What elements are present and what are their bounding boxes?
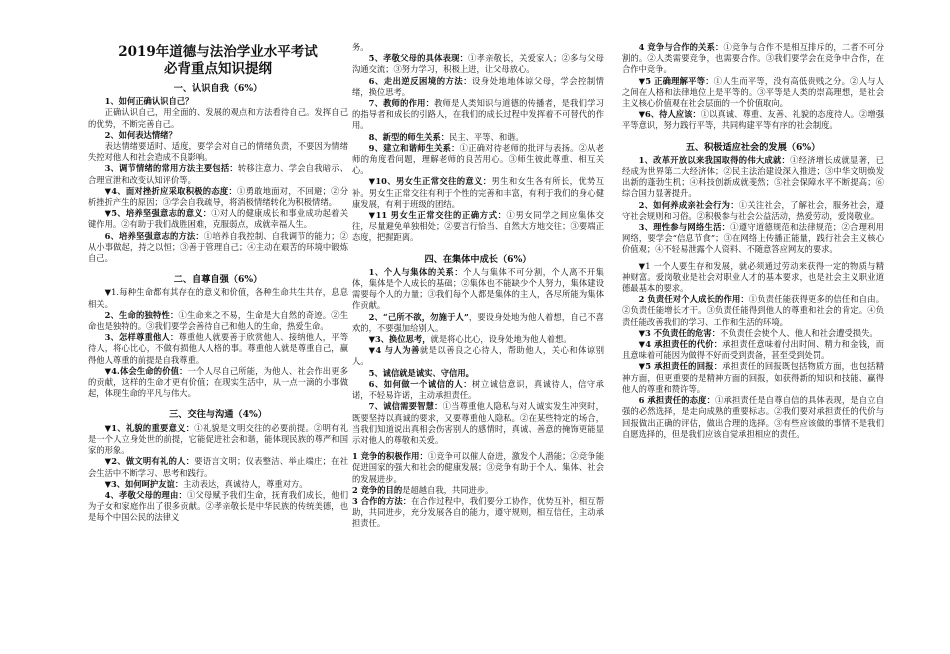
paragraph-heading: ▼3 不负责任的危害：: [638, 327, 721, 338]
paragraph: [622, 328, 884, 339]
paragraph-text: ①男女同学之间应集体交往，尽量避免单独相处；②要言行恰当、自然大方地交往；③要端正态度，把握距离。: [352, 210, 604, 243]
paragraph-text: 正确认识自己，用全面的、发展的观点和方法看待自己。发挥自己的优势，不断完善自己。: [88, 107, 348, 129]
paragraph-heading: 2 竞争的目的: [352, 484, 403, 495]
paragraph-heading: ▼5 承担责任的回报：: [638, 361, 723, 372]
document-title: [88, 44, 348, 78]
section-heading: 五、积极适应社会的发展（6%）: [685, 141, 821, 153]
paragraph-heading: 2 负责任对个人成长的作用：: [638, 294, 749, 305]
paragraph-text: 主动表达，真诚待人，尊重对方。: [183, 478, 308, 489]
paragraph-text: ①人生而平等，没有高低贵贱之分。②人与人之间在人格和法律地位上是平等的。③平等是人类的崇高理想，是社会主义核心价值观在社会层面的一个价值取向。: [622, 75, 884, 109]
paragraph: [88, 163, 348, 185]
paragraph-text: 转移注意力、学会自我暗示、合理宣泄和改变认知评价等。: [88, 163, 348, 185]
paragraph-heading: 2、如何养成亲社会行为：: [638, 199, 739, 210]
paragraph: [622, 109, 884, 131]
paragraph-heading: ▼4 与人为善: [368, 345, 420, 356]
paragraph-text: 是超越自我，共同进步。: [402, 484, 494, 495]
spacer: [88, 264, 348, 269]
paragraph-heading: 8、新型的师生关系：: [368, 131, 450, 142]
paragraph-text: ①礼貌是文明交往的必要前提。②明有礼是一个人立身处世的前提，它能促进社会和谐，能体现民族的尊严和国家的形象。: [88, 422, 348, 456]
column-3: [622, 42, 884, 440]
paragraph: [88, 130, 348, 141]
column-1: [88, 44, 348, 524]
paragraph: [88, 366, 348, 400]
paragraph-heading: 3、调节情绪的常用方法主要包括：: [104, 163, 238, 174]
paragraph-heading: ▼2、做文明有礼的人：: [104, 456, 195, 467]
paragraph-heading: 1、个人与集体的关系：: [368, 266, 464, 277]
paragraph-text: 设身处地地体谅父母，学会控制情绪，换位思考。: [352, 75, 604, 97]
paragraph-text: ，要设身处地为他人着想，自己不喜欢的，不要强加给别人。: [352, 311, 604, 333]
paragraph-text: ①经济增长成就显著，已经成为世界第二大经济体；②民主法治建设深入推进；③中华文明焕发出新的蓬勃生机；④科技创新成就斐然；⑤社会保障水平不断提高；⑥综合国力显著提升。: [622, 154, 884, 199]
paragraph-heading: 3、理性参与网络生活：: [638, 222, 731, 233]
paragraph-text: ①勇敢地面对，不回避；②分析挫折产生的原因；③学会自我疏导，将消极情绪转化为积极情绪。: [88, 185, 348, 208]
paragraph-text: 尊重他人就要善于欣赏他人、接纳他人，平等待人，将心比心，不做有损他人人格的事。尊重他人就是尊重自己，赢得他人尊重的前提是自我尊重。: [88, 332, 348, 365]
paragraph: [352, 345, 604, 367]
paragraph-text: 务。: [352, 42, 369, 52]
spacer: [88, 399, 348, 404]
paragraph: [622, 361, 884, 395]
paragraph-text: ①孝亲敬长，关爱家人；②多与父母沟通交流；③努力学习，积极上进，让父母放心。: [352, 53, 604, 75]
paragraph-text: 不负责任会使个人、他人和社会遭受损失。: [720, 327, 878, 338]
paragraph: [622, 76, 884, 110]
paragraph-text: ①当尊重他人隐私与对人诚实发生冲突时，既要坚持以真诚的要求，又要尊重他人隐私。②在某些特定的场合，当我们知道说出真相会伤害别人的感情时，真诚、善意的掩饰更能显示对他人的尊敬和关爱。: [352, 401, 604, 445]
paragraph-heading: 4 竞争与合作的关系：: [638, 42, 724, 52]
paragraph-heading: 6、如何做一个诚信的人：: [368, 378, 473, 389]
paragraph: [352, 334, 604, 345]
paragraph: [88, 490, 348, 524]
paragraph: [352, 401, 604, 446]
paragraph-heading: ▼11 男女生正常交往的正确方式：: [368, 210, 507, 221]
paragraph: [352, 98, 604, 132]
paragraph-heading: ▼1、礼貌的重要意义：: [104, 422, 195, 433]
paragraph: [622, 395, 884, 440]
paragraph-heading: 7、诚信需要智慧：: [368, 401, 443, 412]
paragraph: [352, 76, 604, 98]
paragraph: [88, 287, 348, 309]
title-line-2: 必背重点知识提纲: [164, 61, 272, 77]
paragraph-text: 就是将心比心，设身处地为他人着想。: [430, 334, 572, 345]
paragraph: [622, 42, 884, 76]
paragraph: [352, 143, 604, 177]
paragraph-heading: 1、改革开放以来我国取得的伟大成就：: [638, 154, 791, 165]
paragraph-heading: 7、教师的作用：: [368, 98, 435, 109]
paragraph-heading: ▼: [638, 260, 646, 271]
paragraph: [352, 368, 604, 379]
paragraph-text: 承担责任意味着付出时间、精力和金钱，而且意味着可能因为做得不好而受到责备，甚至受到处罚。: [622, 339, 884, 361]
paragraph-text: 教师是人类知识与道德的传播者，是我们学习的指导者和成长的引路人，在我们的成长过程中发挥着不可替代的作用。: [352, 98, 604, 131]
paragraph: [352, 53, 604, 75]
paragraph-heading: ▼6、待人应该：: [638, 109, 701, 120]
paragraph-heading: ▼4.体会生命的价值：: [104, 365, 188, 376]
paragraph: [88, 479, 348, 490]
paragraph-heading: 1、如何正确认识自己？: [104, 96, 194, 107]
paragraph: [88, 332, 348, 366]
paragraph: [88, 208, 348, 230]
paragraph-heading: 2、如何表达情绪？: [104, 129, 177, 140]
paragraph: [352, 42, 604, 53]
column-2: [352, 42, 604, 530]
paragraph-text: 男生和女生各有所长，优势互补。男女生正常交往有利于个性的完善和丰富，有利于我们的身心健康发展，有利于班级的团结。: [352, 176, 604, 209]
spacer: [622, 132, 884, 137]
paragraph-text: ①对人的健康成长和事业成功起着关键作用。②有助于我们战胜困难，克服弱点，成就幸福人生。: [88, 208, 348, 230]
paragraph: [352, 496, 604, 530]
paragraph-heading: 5、孝敬父母的具体表现：: [368, 53, 469, 64]
paragraph: [622, 261, 884, 295]
section-heading: 二、自尊自强（6%）: [173, 274, 263, 286]
paragraph-text: 民主、平等、和谐。: [449, 131, 524, 142]
paragraph-text: ①以真诚、尊重、友善、礼貌的态度待人。②增强平等意识，努力践行平等，共同构建平等有序的社会制度。: [622, 109, 884, 131]
paragraph-heading: 3 合作的方法：: [352, 495, 412, 506]
title-line-1: 2019年道德与法治学业水平考试: [118, 44, 318, 60]
paragraph: [88, 423, 348, 457]
paragraph-text: 一个人尽自己所能，为他人、社会作出更多的贡献，这样的生命才更有价值；在现实生活中，从一点一滴的小事做起，体现生命的平凡与伟大。: [88, 365, 348, 399]
paragraph: [622, 294, 884, 328]
paragraph-text: ①竞争可以催人奋进，激发个人潜能；②竞争能促进国家的强大和社会的健康发展；③竞争有助于个人、集体、社会的发展进步。: [352, 451, 604, 484]
paragraph-text: ①生命来之不易，生命是大自然的奇迹。②生命也是独特的。③我们要学会善待自己和他人的生命，热爱生命。: [88, 309, 348, 332]
paragraph: [352, 379, 604, 401]
paragraph-text: ①父母赋予我们生命，抚育我们成长，他们为子女和家庭作出了很多贡献。②孝亲敬长是中华民族的传统美德，也是每个中国公民的法律义: [88, 489, 348, 523]
paragraph-heading: ▼3、换位思考，: [368, 334, 431, 345]
paragraph-heading: 6 承担责任的态度：: [638, 395, 716, 406]
paragraph: [88, 96, 348, 107]
paragraph: [622, 155, 884, 200]
paragraph-heading: 1 竞争的积极作用：: [352, 451, 428, 462]
paragraph: [88, 186, 348, 208]
paragraph-text: ①承担责任是自尊自信的具体表现，是自立自强的必然选择，是走向成熟的重要标志。②我们要对承担责任的代价与回报做出正确的评估，做出合理的选择。③有些应该做的事情不是我们自愿选择的，但是我们应该自觉承担相应的责任。: [622, 395, 884, 439]
paragraph: [352, 451, 604, 485]
paragraph-heading: ▼4 承担责任的代价：: [638, 339, 723, 350]
paragraph: [622, 222, 884, 256]
paragraph-text: ①负责任能获得更多的信任和自由。②负责任能增长才干。③负责任能得到他人的尊重和社会的肯定。④负责任能改善我们的学习、工作和生活的环境。: [622, 294, 884, 327]
paragraph: [622, 200, 884, 222]
paragraph-heading: 5、诚信就是诚实、守信用。: [368, 367, 474, 378]
spacer: [352, 244, 604, 249]
paragraph-text: 在合作过程中，我们要分工协作，优势互补，相互帮助，共同进步，充分发展各自的能力，遵守规则，相互信任，主动承担责任。: [352, 495, 604, 529]
paragraph: [352, 312, 604, 334]
paragraph-text: 承担责任的回报既包括物质方面，也包括精神方面，但更重要的是精神方面的回报，如获得新的知识和技能、赢得他人的尊重和赞许等。: [622, 361, 884, 394]
paragraph-heading: 2、“己所不欲，勿施于人”: [368, 311, 469, 322]
paragraph: [352, 485, 604, 496]
paragraph-text: ①正确对待老师的批评与表扬。②从老师的角度看问题，理解老师的良苦用心。③师生彼此尊重、相互关心。: [352, 142, 604, 176]
paragraph: [88, 107, 348, 129]
paragraph-heading: ▼5 正确理解平等：: [638, 75, 714, 86]
paragraph-text: 表达情绪要适时、适度，要学会对自己的情绪负责，不要因为情绪失控对他人和社会造成不良影响。: [88, 141, 348, 163]
paragraph-heading: 9、建立和谐师生关系：: [368, 142, 460, 153]
paragraph-heading: 6、培养坚强意志的方法：: [104, 230, 204, 241]
paragraph-heading: 3、怎样尊重他人：: [104, 332, 179, 343]
paragraph-heading: ▼5、培养坚强意志的意义：: [104, 208, 212, 219]
paragraph-text: 要语言文明；仪表整洁、举止端庄；在社会生活中不断学习、思考和践行。: [88, 456, 348, 478]
paragraph-text: 1 一个人要生存和发展，就必须通过劳动来获得一定的物质与精神财富。爱岗敬业是社会对职业人才的基本要求，也是社会主义职业道德最基本的要求。: [622, 260, 884, 294]
paragraph-heading: ▼: [104, 287, 112, 298]
paragraph-text: ①竞争与合作不是相互排斥的，二者不可分割的。②人类需要竞争，也需要合作。③我们要学会在竞争中合作，在合作中竞争。: [622, 42, 884, 75]
paragraph-text: 1.每种生命都有其存在的意义和价值，各种生命共生共存，息息相关。: [88, 287, 348, 309]
section-heading: 一、认识自我（6%）: [173, 83, 263, 94]
paragraph-heading: 6、走出逆反困境的方法：: [368, 75, 473, 86]
paragraph: [88, 141, 348, 163]
paragraph: [622, 339, 884, 361]
paragraph: [352, 132, 604, 143]
paragraph-text: 就是以善良之心待人，帮助他人，关心和体谅别人。: [352, 345, 604, 367]
paragraph: [88, 231, 348, 265]
paragraph-heading: 2、生命的独特性：: [104, 309, 179, 320]
paragraph: [352, 210, 604, 244]
paragraph: [352, 267, 604, 312]
paragraph-text: ①关注社会，了解社会，服务社会，遵守社会规则和习俗。②积极参与社会公益活动，热爱劳动，爱岗敬业。: [622, 199, 884, 221]
paragraph: [88, 456, 348, 478]
paragraph-text: ①遵守道德规范和法律规范；②合理利用网络，要学会“信息节食”；③在网络上传播正能量，践行社会主义核心价值观；④不轻易泄露个人资料、不随意答应网友的要求。: [622, 222, 884, 255]
paragraph-heading: ▼3、如何呵护友谊：: [104, 478, 184, 489]
paragraph-heading: ▼10、男女生正常交往的意义：: [368, 176, 492, 187]
paragraph: [352, 176, 604, 210]
paragraph: [88, 310, 348, 332]
section-heading: 四、在集体中成长（6%）: [424, 253, 532, 265]
paragraph-text: ①培养自我控制、自我调节的能力；②从小事做起，持之以恒；③善于管理自己；④主动在艰苦的环境中锻炼自己。: [88, 230, 348, 264]
paragraph-text: 个人与集体不可分割，个人离不开集体，集体是个人成长的基础；②集体也不能缺少个人努力，集体建设需要每个人的力量；③我们每个人都是集体的主人，各尽所能为集体作贡献。: [352, 266, 604, 311]
section-heading: 三、交往与沟通（4%）: [169, 409, 267, 421]
paragraph-text: 树立诚信意识，真诚待人，信守承诺，不轻易许诺，主动承担责任。: [352, 378, 604, 401]
paragraph-heading: ▼4、面对挫折应采取积极的态度：: [104, 185, 238, 196]
paragraph-heading: 4、孝敬父母的理由：: [104, 489, 187, 500]
